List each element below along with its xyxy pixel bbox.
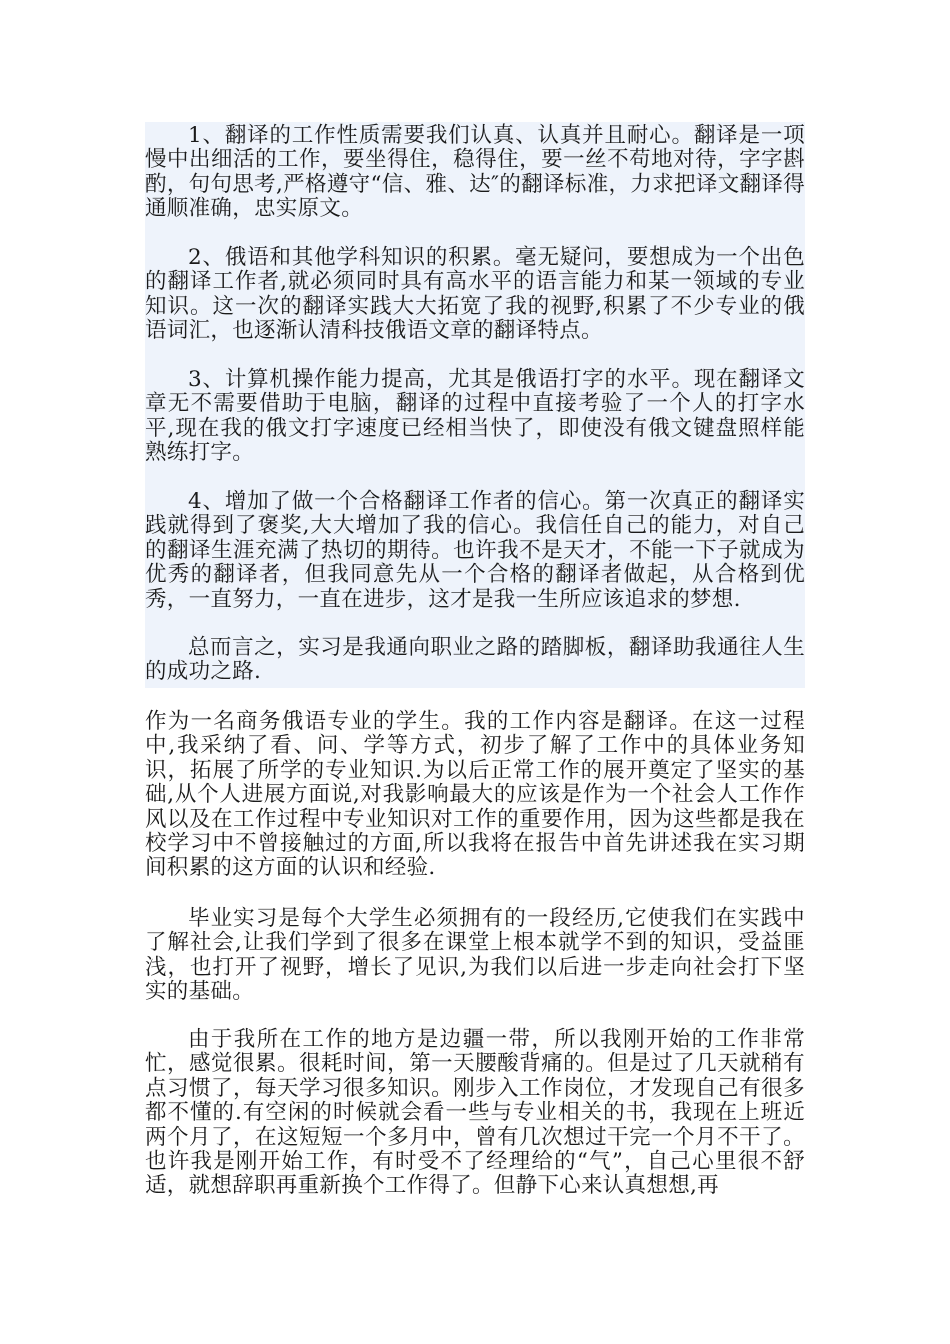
body-paragraph-3: 由于我所在工作的地方是边疆一带，所以我刚开始的工作非常忙，感觉很累。很耗时间，第一天腰酸背痛的。但是过了几天就稍有点习惯了，每天学习很多知识。刚步入工作岗位，才发现自己有很多都不懂的.有空闲的时候就会看一些与专业相关的书，我现在上班近两个月了，在这短短一个多月中，曾有几次想过干完一个月不干了。也许我是刚开始工作，有时受不了经理给的“气”，自己心里很不舒适，就想辞职再重新换个工作得了。但静下心来认真想想,再 (145, 1027, 805, 1199)
body-paragraph-2: 毕业实习是每个大学生必须拥有的一段经历,它使我们在实践中了解社会,让我们学到了很多在课堂上根本就学不到的知识，受益匪浅，也打开了视野，增长了见识,为我们以后进一步走向社会打下坚实的基础。 (145, 906, 805, 1005)
highlighted-paragraph-5: 总而言之，实习是我通向职业之路的踏脚板，翻译助我通往人生的成功之路. (145, 635, 805, 685)
highlighted-paragraph-4: 4、增加了做一个合格翻译工作者的信心。第一次真正的翻译实践就得到了褒奖,大大增加了我的信心。我信任自己的能力，对自己的翻译生涯充满了热切的期待。也许我不是天才，不能一下子就成为优秀的翻译者，但我同意先从一个合格的翻译者做起，从合格到优秀，一直努力，一直在进步，这才是我一生所应该追求的梦想. (145, 489, 805, 612)
highlighted-paragraph-1: 1、翻译的工作性质需要我们认真、认真并且耐心。翻译是一项慢中出细活的工作，要坐得住，稳得住，要一丝不苟地对待，字字斟酌，句句思考,严格遵守“信、雅、达″的翻译标准，力求把译文翻译得通顺准确，忠实原文。 (145, 123, 805, 222)
highlighted-paragraph-2: 2、俄语和其他学科知识的积累。毫无疑问，要想成为一个出色的翻译工作者,就必须同时具有高水平的语言能力和某一领域的专业知识。这一次的翻译实践大大拓宽了我的视野,积累了不少专业的俄语词汇，也逐渐认清科技俄语文章的翻译特点。 (145, 245, 805, 344)
highlighted-paragraph-3: 3、计算机操作能力提高，尤其是俄语打字的水平。现在翻译文章无不需要借助于电脑，翻译的过程中直接考验了一个人的打字水平,现在我的俄文打字速度已经相当快了，即使没有俄文键盘照样能熟练打字。 (145, 367, 805, 466)
body-paragraph-1: 作为一名商务俄语专业的学生。我的工作内容是翻译。在这一过程中,我采纳了看、问、学等方式，初步了解了工作中的具体业务知识，拓展了所学的专业知识.为以后正常工作的展开奠定了坚实的基础,从个人进展方面说,对我影响最大的应该是作为一个社会人工作作风以及在工作过程中专业知识对工作的重要作用，因为这些都是我在校学习中不曾接触过的方面,所以我将在报告中首先讲述我在实习期间积累的这方面的认识和经验. (145, 709, 805, 881)
